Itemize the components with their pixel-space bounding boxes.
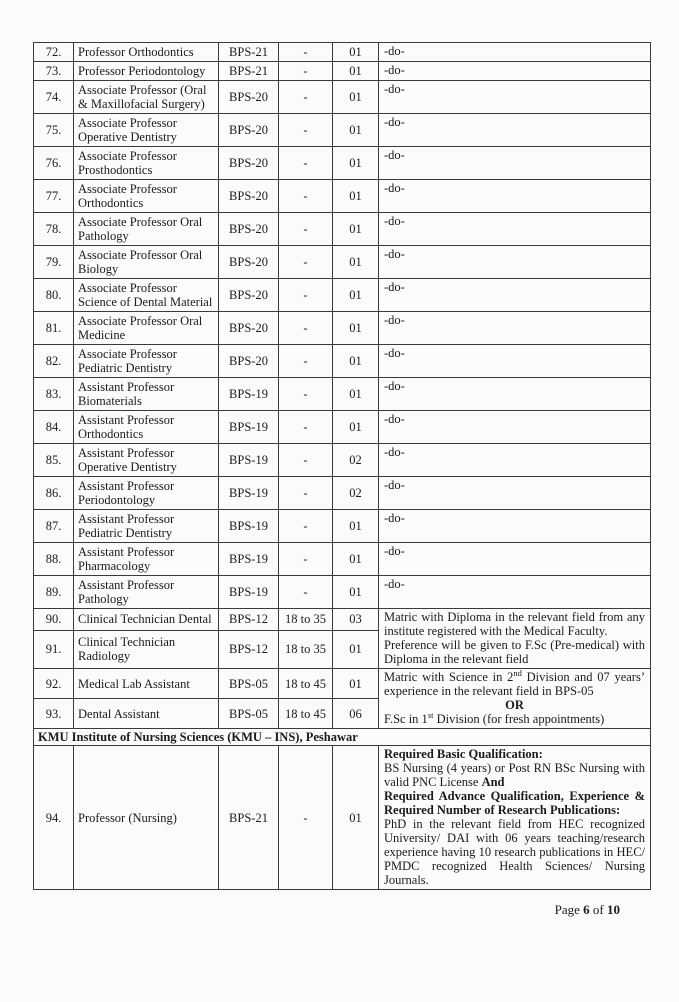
- table-row: [34, 147, 651, 180]
- qualification-line: Preference will be given to F.Sc (Pre-medical) with Diploma in the relevant field: [384, 638, 645, 666]
- posts-cell: 01: [333, 746, 379, 890]
- serial-cell: 77.: [34, 180, 74, 213]
- age-cell: -: [279, 543, 333, 576]
- page-footer: [0, 902, 620, 918]
- table-row: [34, 510, 651, 543]
- qualification-cell: -do-: [379, 180, 651, 213]
- bps-cell: BPS-20: [219, 81, 279, 114]
- qualification-cell: -do-: [379, 246, 651, 279]
- posts-cell: 01: [333, 312, 379, 345]
- footer-page-number: 6: [583, 902, 590, 917]
- bps-cell: BPS-05: [219, 699, 279, 729]
- qualification-cell: -do-: [379, 411, 651, 444]
- bps-cell: BPS-20: [219, 345, 279, 378]
- bps-cell: BPS-19: [219, 378, 279, 411]
- serial-cell: 93.: [34, 699, 74, 729]
- post-name-cell: Assistant Professor Pathology: [74, 576, 219, 609]
- qualification-cell: -do-: [379, 43, 651, 62]
- posts-cell: 01: [333, 213, 379, 246]
- post-name-cell: Associate Professor Science of Dental Material: [74, 279, 219, 312]
- qualification-cell: -do-: [379, 477, 651, 510]
- age-cell: -: [279, 510, 333, 543]
- bps-cell: BPS-19: [219, 477, 279, 510]
- serial-cell: 79.: [34, 246, 74, 279]
- serial-cell: 90.: [34, 609, 74, 631]
- bps-cell: BPS-21: [219, 62, 279, 81]
- age-cell: -: [279, 213, 333, 246]
- footer-word-page: Page: [554, 902, 584, 917]
- posts-cell: 06: [333, 699, 379, 729]
- table-row: [34, 345, 651, 378]
- table-row: [34, 378, 651, 411]
- qualification-cell: [379, 669, 651, 729]
- age-cell: -: [279, 114, 333, 147]
- table-row: [34, 81, 651, 114]
- post-name-cell: Clinical Technician Radiology: [74, 630, 219, 668]
- age-cell: -: [279, 378, 333, 411]
- qualification-line: Matric with Diploma in the relevant field from any institute registered with the Medical Faculty.: [384, 610, 645, 638]
- bps-cell: BPS-05: [219, 669, 279, 699]
- post-name-cell: Associate Professor Oral Biology: [74, 246, 219, 279]
- qualification-cell: -do-: [379, 510, 651, 543]
- serial-cell: 80.: [34, 279, 74, 312]
- bps-cell: BPS-12: [219, 609, 279, 631]
- bps-cell: BPS-21: [219, 43, 279, 62]
- post-name-cell: Professor Orthodontics: [74, 43, 219, 62]
- post-name-cell: Associate Professor Pediatric Dentistry: [74, 345, 219, 378]
- qualification-cell: -do-: [379, 378, 651, 411]
- bps-cell: BPS-20: [219, 147, 279, 180]
- bps-cell: BPS-19: [219, 411, 279, 444]
- age-cell: -: [279, 746, 333, 890]
- qualification-line: Required Basic Qualification:: [384, 747, 543, 761]
- age-cell: -: [279, 62, 333, 81]
- serial-cell: 88.: [34, 543, 74, 576]
- qualification-cell: -do-: [379, 543, 651, 576]
- age-cell: -: [279, 246, 333, 279]
- bps-cell: BPS-20: [219, 114, 279, 147]
- table-row: [34, 180, 651, 213]
- serial-cell: 91.: [34, 630, 74, 668]
- post-name-cell: Clinical Technician Dental: [74, 609, 219, 631]
- posts-cell: 01: [333, 147, 379, 180]
- qualification-cell: -do-: [379, 147, 651, 180]
- qualification-cell: [379, 746, 651, 890]
- qualification-cell: -do-: [379, 213, 651, 246]
- serial-cell: 76.: [34, 147, 74, 180]
- posts-cell: 01: [333, 345, 379, 378]
- posts-cell: 01: [333, 62, 379, 81]
- posts-cell: 01: [333, 510, 379, 543]
- qualification-line: F.Sc in 1st Division (for fresh appointments): [384, 709, 605, 726]
- document-page: [0, 42, 679, 1002]
- post-name-cell: Associate Professor Orthodontics: [74, 180, 219, 213]
- table-row: [34, 43, 651, 62]
- post-name-cell: Assistant Professor Operative Dentistry: [74, 444, 219, 477]
- qualification-line: Matric with Science in 2nd Division and 07 years’ experience in the relevant field in BPS-05: [384, 667, 645, 698]
- serial-cell: 89.: [34, 576, 74, 609]
- table-row: [34, 312, 651, 345]
- post-name-cell: Professor Periodontology: [74, 62, 219, 81]
- bps-cell: BPS-19: [219, 510, 279, 543]
- qualification-line: PhD in the relevant field from HEC recognized University/ DAI with 06 years teaching/research experience having 10 research publications in HEC/ PMDC recognized Health Sciences/ Nursing Journals.: [384, 817, 645, 887]
- serial-cell: 85.: [34, 444, 74, 477]
- posts-cell: 01: [333, 43, 379, 62]
- posts-cell: 02: [333, 477, 379, 510]
- posts-cell: 01: [333, 81, 379, 114]
- table-row: [34, 444, 651, 477]
- qualification-line: BS Nursing (4 years) or Post RN BSc Nursing with valid PNC License And: [384, 761, 645, 789]
- serial-cell: 92.: [34, 669, 74, 699]
- post-name-cell: Assistant Professor Pharmacology: [74, 543, 219, 576]
- positions-table-body: [34, 43, 651, 890]
- age-cell: -: [279, 477, 333, 510]
- serial-cell: 73.: [34, 62, 74, 81]
- footer-total-pages: 10: [607, 902, 620, 917]
- posts-cell: 02: [333, 444, 379, 477]
- post-name-cell: Associate Professor Oral Pathology: [74, 213, 219, 246]
- section-row: [34, 729, 651, 746]
- qualification-line: OR: [505, 698, 524, 712]
- qualification-cell: -do-: [379, 444, 651, 477]
- table-row: [34, 279, 651, 312]
- bps-cell: BPS-20: [219, 279, 279, 312]
- age-cell: 18 to 45: [279, 669, 333, 699]
- posts-cell: 01: [333, 114, 379, 147]
- serial-cell: 86.: [34, 477, 74, 510]
- serial-cell: 82.: [34, 345, 74, 378]
- table-row: [34, 213, 651, 246]
- serial-cell: 78.: [34, 213, 74, 246]
- qualification-cell: -do-: [379, 576, 651, 609]
- age-cell: -: [279, 411, 333, 444]
- positions-table: [33, 42, 651, 890]
- serial-cell: 84.: [34, 411, 74, 444]
- post-name-cell: Professor (Nursing): [74, 746, 219, 890]
- post-name-cell: Associate Professor Operative Dentistry: [74, 114, 219, 147]
- posts-cell: 01: [333, 669, 379, 699]
- table-row: [34, 746, 651, 890]
- table-row: [34, 246, 651, 279]
- post-name-cell: Dental Assistant: [74, 699, 219, 729]
- post-name-cell: Assistant Professor Orthodontics: [74, 411, 219, 444]
- bps-cell: BPS-19: [219, 576, 279, 609]
- posts-cell: 01: [333, 378, 379, 411]
- serial-cell: 74.: [34, 81, 74, 114]
- serial-cell: 72.: [34, 43, 74, 62]
- post-name-cell: Associate Professor Oral Medicine: [74, 312, 219, 345]
- serial-cell: 94.: [34, 746, 74, 890]
- bps-cell: BPS-19: [219, 543, 279, 576]
- table-row: [34, 609, 651, 631]
- serial-cell: 75.: [34, 114, 74, 147]
- post-name-cell: Assistant Professor Pediatric Dentistry: [74, 510, 219, 543]
- qualification-cell: -do-: [379, 279, 651, 312]
- bps-cell: BPS-20: [219, 246, 279, 279]
- serial-cell: 81.: [34, 312, 74, 345]
- age-cell: -: [279, 576, 333, 609]
- posts-cell: 03: [333, 609, 379, 631]
- table-row: [34, 114, 651, 147]
- posts-cell: 01: [333, 180, 379, 213]
- bps-cell: BPS-20: [219, 213, 279, 246]
- age-cell: -: [279, 81, 333, 114]
- qualification-cell: -do-: [379, 114, 651, 147]
- posts-cell: 01: [333, 576, 379, 609]
- table-row: [34, 62, 651, 81]
- qualification-cell: -do-: [379, 312, 651, 345]
- posts-cell: 01: [333, 630, 379, 668]
- post-name-cell: Assistant Professor Biomaterials: [74, 378, 219, 411]
- age-cell: -: [279, 279, 333, 312]
- qualification-cell: [379, 609, 651, 669]
- posts-cell: 01: [333, 543, 379, 576]
- post-name-cell: Medical Lab Assistant: [74, 669, 219, 699]
- table-row: [34, 411, 651, 444]
- serial-cell: 87.: [34, 510, 74, 543]
- age-cell: 18 to 45: [279, 699, 333, 729]
- post-name-cell: Associate Professor (Oral & Maxillofacial Surgery): [74, 81, 219, 114]
- table-row: [34, 669, 651, 699]
- posts-cell: 01: [333, 246, 379, 279]
- bps-cell: BPS-19: [219, 444, 279, 477]
- age-cell: -: [279, 345, 333, 378]
- table-row: [34, 543, 651, 576]
- qualification-line: Required Advance Qualification, Experience & Required Number of Research Publications:: [384, 789, 645, 817]
- age-cell: 18 to 35: [279, 609, 333, 631]
- section-title: KMU Institute of Nursing Sciences (KMU – INS), Peshawar: [34, 729, 651, 746]
- age-cell: -: [279, 312, 333, 345]
- post-name-cell: Assistant Professor Periodontology: [74, 477, 219, 510]
- footer-word-of: of: [589, 902, 607, 917]
- age-cell: -: [279, 444, 333, 477]
- bps-cell: BPS-20: [219, 180, 279, 213]
- bps-cell: BPS-21: [219, 746, 279, 890]
- qualification-cell: -do-: [379, 62, 651, 81]
- age-cell: -: [279, 43, 333, 62]
- age-cell: 18 to 35: [279, 630, 333, 668]
- bps-cell: BPS-20: [219, 312, 279, 345]
- post-name-cell: Associate Professor Prosthodontics: [74, 147, 219, 180]
- qualification-cell: -do-: [379, 81, 651, 114]
- age-cell: -: [279, 147, 333, 180]
- age-cell: -: [279, 180, 333, 213]
- bps-cell: BPS-12: [219, 630, 279, 668]
- qualification-cell: -do-: [379, 345, 651, 378]
- serial-cell: 83.: [34, 378, 74, 411]
- posts-cell: 01: [333, 411, 379, 444]
- table-row: [34, 576, 651, 609]
- table-row: [34, 477, 651, 510]
- posts-cell: 01: [333, 279, 379, 312]
